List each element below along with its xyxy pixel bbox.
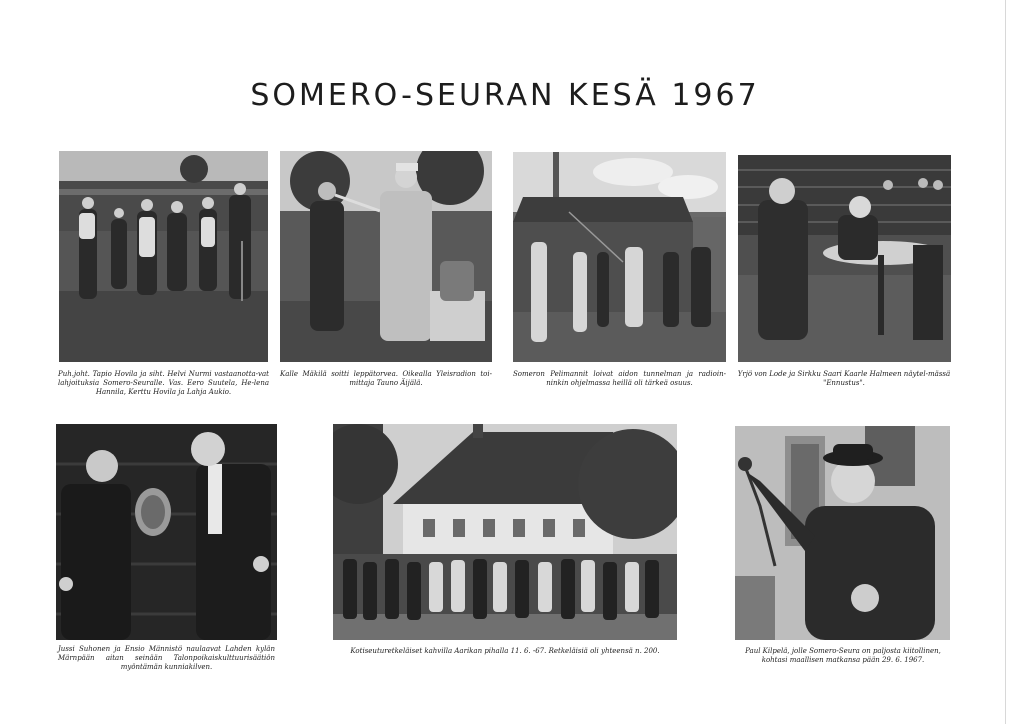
photo-group-standing <box>59 151 268 362</box>
photo-men-with-plaque <box>56 424 277 640</box>
photo-folk-musicians <box>513 152 726 362</box>
photo-theatre-scene <box>738 155 951 362</box>
caption-men-with-plaque: Jussi Suhonen ja Ensio Männistö naulaavat Lahden kylän Märnpään aitan seinään Talonpoikaiskulttuurisäätiön myöntämän kunniakilven. <box>58 645 275 671</box>
photo-crowd-at-manor <box>333 424 677 640</box>
caption-group-standing: Puh.joht. Tapio Hovila ja siht. Helvi Nurmi vastaanotta-vat lahjoituksia Somero-Seuralle. Vas. Eero Suutela, He-lena Hannila, Kerttu Hovila ja Lahja Aukio. <box>58 370 269 396</box>
caption-musician-playing: Kalle Mäkilä soitti leppätorvea. Oikealla Yleisradion toi-mittaja Tauno Äijälä. <box>280 370 492 387</box>
caption-old-man-smiling: Paul Kilpelä, jolle Somero-Seura on paljosta kiitollinen, kohtasi maallisen matkansa pään 29. 6. 1967. <box>745 647 941 664</box>
photo-musician-playing <box>280 151 492 362</box>
photo-old-man-smiling <box>735 426 950 640</box>
caption-crowd-at-manor: Kotiseuturetkeläiset kahvilla Aarikan pihalla 11. 6. -67. Retkeläisiä oli yhteensä n. 200. <box>350 647 660 655</box>
page-title: SOMERO-SEURAN KESÄ 1967 <box>250 78 760 113</box>
caption-theatre-scene: Yrjö von Lode ja Sirkku Saari Kaarle Halmeen näytel-mässä "Ennustus". <box>737 370 951 387</box>
caption-folk-musicians: Someron Pelimannit loivat aidon tunnelman ja radioin-ninkin ohjelmassa heillä oli tärkeä osuus. <box>513 370 726 387</box>
